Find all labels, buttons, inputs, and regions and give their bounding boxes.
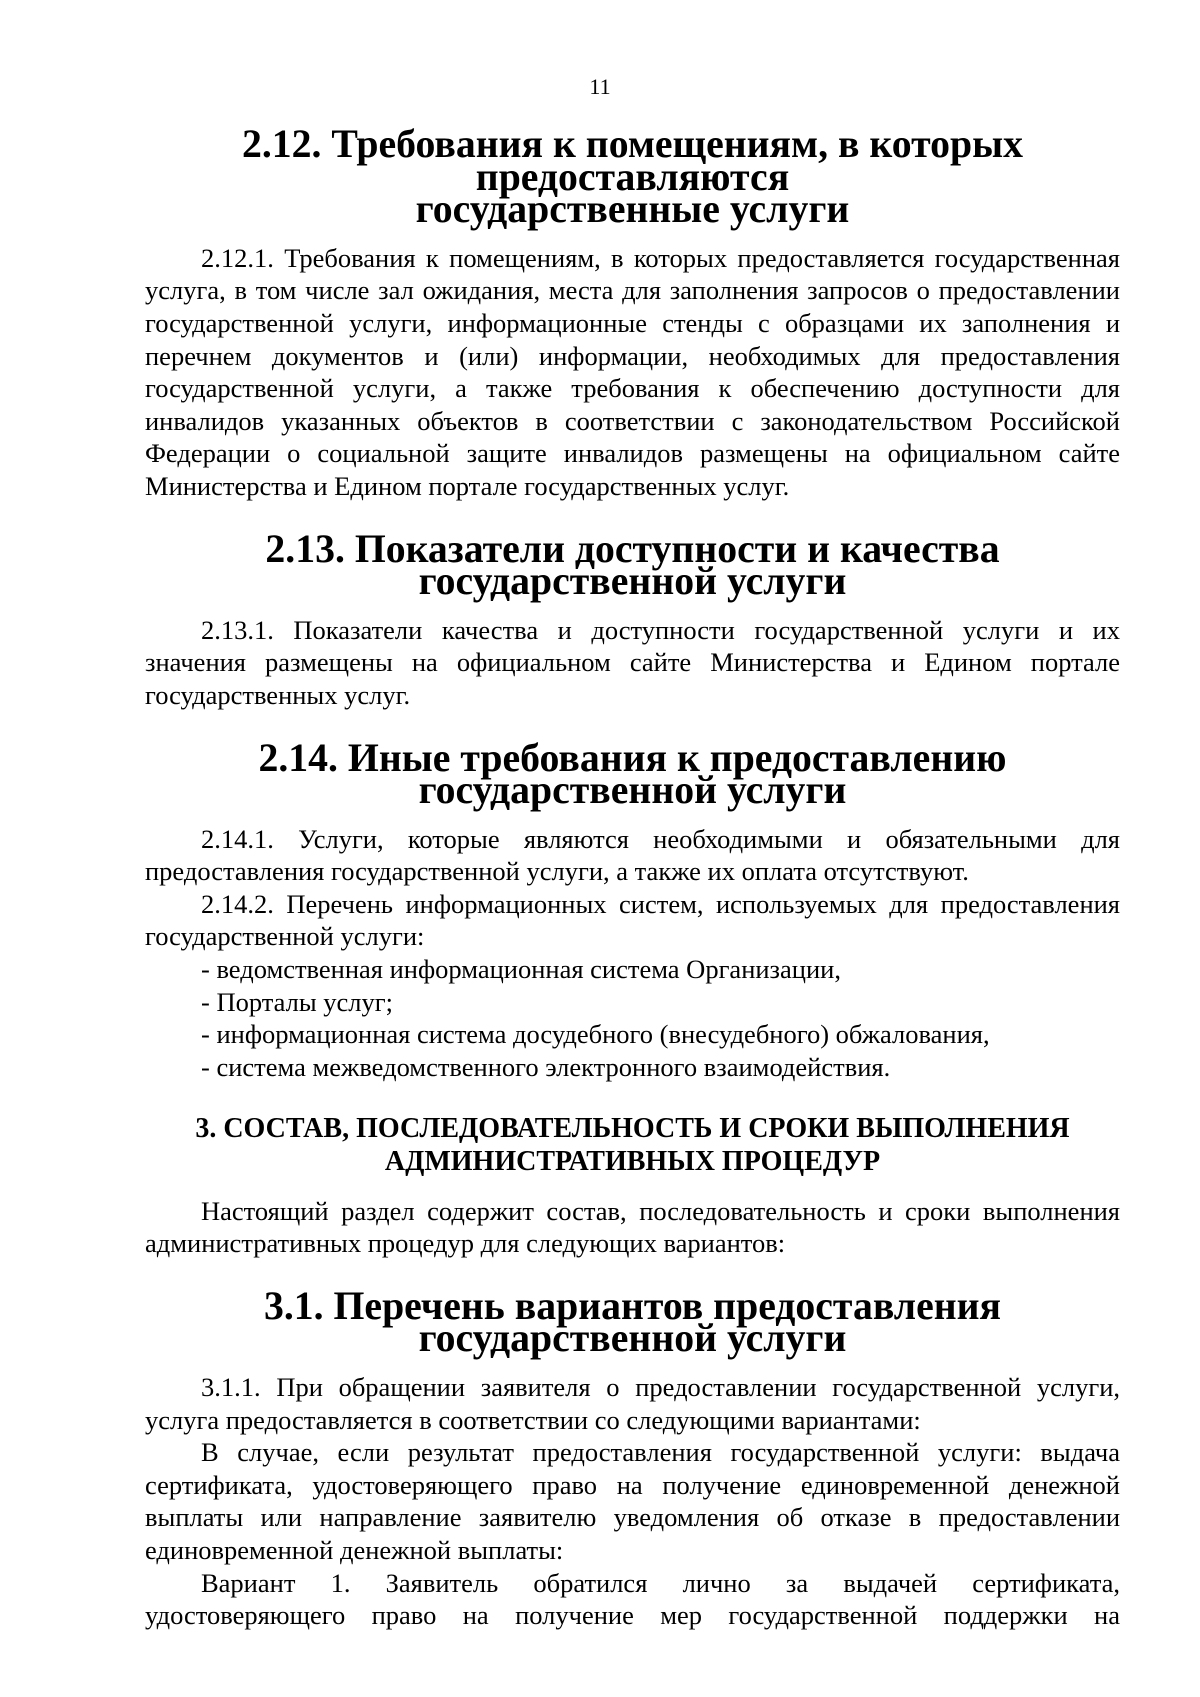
heading-2-12 <box>145 122 1120 232</box>
heading-2-12-line1: 2.12. Требования к помещениям, в которых предоставляются <box>241 122 1024 199</box>
heading-section-3 <box>145 1113 1120 1178</box>
paragraph-2-13-1: 2.13.1. Показатели качества и доступности государственной услуги и их значения размещены на официальном сайте Министерства и Едином портале государственных услуг. <box>145 614 1120 710</box>
document-body <box>145 122 1120 1632</box>
list-item: - ведомственная информационная система Организации, <box>201 954 841 985</box>
heading-section-3-line1: 3. СОСТАВ, ПОСЛЕДОВАТЕЛЬНОСТЬ И СРОКИ ВЫПОЛНЕНИЯ <box>195 1113 1070 1145</box>
paragraph-case: В случае, если результат предоставления государственной услуги: выдача сертификата, удостоверяющего право на получение единовременной денежной выплаты или направление заявителю уведомления об отказе в предоставлении единовременной денежной выплаты: <box>145 1437 1120 1565</box>
paragraph-variant-1: Вариант 1. Заявитель обратился лично за выдачей сертификата, удостоверяющего право на получение мер государственной поддержки на <box>145 1567 1120 1631</box>
heading-3-1: 3.1. Перечень вариантов предоставления государственной услуги <box>263 1283 1002 1361</box>
list-item: - система межведомственного электронного взаимодействия. <box>201 1051 891 1082</box>
page-number: 11 <box>589 74 611 99</box>
heading-2-14: 2.14. Иные требования к предоставлению государственной услуги <box>258 735 1007 813</box>
heading-section-3-line2: АДМИНИСТРАТИВНЫХ ПРОЦЕДУР <box>384 1146 881 1178</box>
list-item: - Порталы услуг; <box>201 986 394 1017</box>
paragraph-2-12-1: 2.12.1. Требования к помещениям, в которых предоставляется государственная услуга, в том числе зал ожидания, места для заполнения запросов о предоставлении государственной услуги, информационные стенды с образцами их заполнения и перечнем документов и (или) информации, необходимых для предоставления государственной услуги, а также требования к обеспечению доступности для инвалидов указанных объектов в соответствии с законодательством Российской Федерации о социальной защите инвалидов размещены на официальном сайте Министерства и Едином портале государственных услуг. <box>145 242 1120 501</box>
paragraph-section-3-intro: Настоящий раздел содержит состав, последовательность и сроки выполнения административных процедур для следующих вариантов: <box>145 1195 1120 1259</box>
heading-2-12-line2: государственные услуги <box>415 187 850 232</box>
list-item: - информационная система досудебного (внесудебного) обжалования, <box>201 1019 990 1050</box>
paragraph-3-1-1: 3.1.1. При обращении заявителя о предоставлении государственной услуги, услуга предоставляется в соответствии со следующими вариантами: <box>145 1372 1120 1435</box>
paragraph-2-14-2: 2.14.2. Перечень информационных систем, используемых для предоставления государственной услуги: <box>145 888 1120 952</box>
heading-2-13: 2.13. Показатели доступности и качества государственной услуги <box>265 526 1000 604</box>
paragraph-2-14-1: 2.14.1. Услуги, которые являются необходимыми и обязательными для предоставления государственной услуги, а также их оплата отсутствуют. <box>145 823 1120 887</box>
